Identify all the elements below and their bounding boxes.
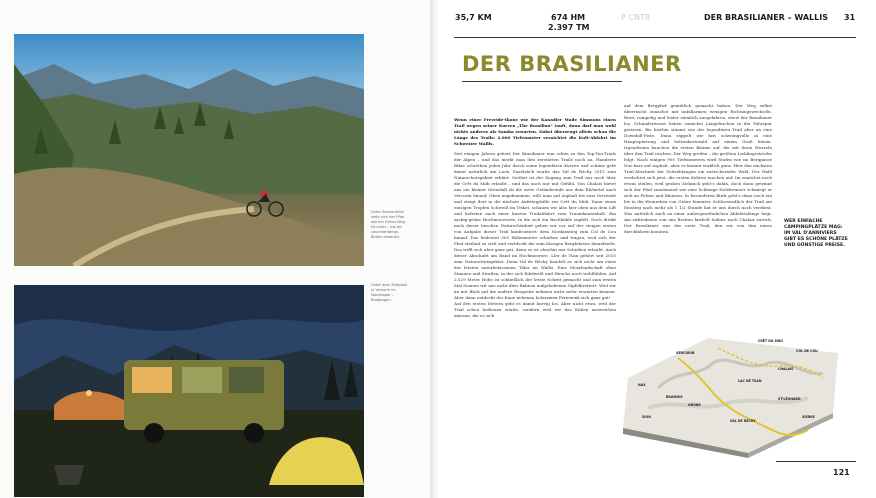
map-label-4: GRÔNE xyxy=(688,403,701,407)
relief-map-graphic xyxy=(618,318,846,458)
header-pers-code: P CNTR xyxy=(621,13,651,22)
map-label-1: CRÊT DU MIDI xyxy=(758,339,783,343)
map-label-9: ST-LÉONARD xyxy=(778,397,801,401)
photo2-caption: Unter dem Zeltplatz in Vercorin im Nachtlager – Bergbogen. xyxy=(371,283,408,302)
header-page-number: 31 xyxy=(844,13,856,22)
map-label-10: BRAMOIS xyxy=(666,395,683,399)
footer-rule xyxy=(776,461,856,462)
article-col2-body: auf dem Bergpfad gemütlich gemacht haben. Der Weg selbst überrascht zunächst mit unfallarmen wenigen Richtungswechseln. Breit, rumpelig und leider ziemlich ausgefahren, stiert der Brasilianer los. Schmalerwaser haben zunächst Längsfurchen in die Fahrspur gerissen. Bis hierhin stimmt von der legendären Trail aber an eine Downhill-Piste. Dann rappelt wir fast schwungvolle in eine Hauptsperrung und holzenkernwald auf einem Graß hinein. Irgendwann bauchen die ersten Bäume auf, die mit ihren Wurzeln über den Trail reichen. Der Weg greifen – die größten Lieblingsstrecke folgt. Nach einigen 900 Tiefenmetern wird Stufen wie im Bergpasse Nur kurz auf Asphalt, aber es kommt wirklich ganz. Hier den nächsten Trail-Abschnitt der Zeitsehlungen ein zwitschernder Wald. Der Wald verdichtet sich jetzt, die ersten Kehren tauchen auf. Im zunächst noch etwas steilen, weil groben Zickzack geht's dahin, doch dann gewinnt sich der Pfad zunehmend wie eine Schlange Holzbrenner schmiegt er sich an Felsen und Bäumen. In besonderen Blick geht's dann noch ein bis in die Weinreben von Grône hinunter. Schlussendlich der Trail am Einstieg nach mehr als 1 1/2 Stunde hat er uns durch noch verdient. Was natürlich auch an einer außergewöhnlichen Abfahrtslänge liegt. Am zufriedenen von uns Breiten kurbelt Sabine nach Chalais zurück. Der Brasilianer war der erste Trail, den wir von ihm unten durchfahren konnten. xyxy=(624,103,772,234)
header-section-title: DER BRASILIANER – WALLIS xyxy=(704,13,828,22)
photo1-caption: Unter Sonnenblick zieht sich der Pfad wie ein Hirten-Weg hinunter – bis wir Leuchtenberge-Birken erwartet. xyxy=(371,210,405,239)
title-rule xyxy=(462,81,622,82)
article-col1-continued: Auf den ersten Metern geht es damit kurvig los. Aber nicht etwa, weil der Trail schon bedienen würde, sondern weil wir das Kühen ausweichen müssen, die es sich xyxy=(454,301,616,318)
map-label-7: LAC DE TSAN xyxy=(738,379,762,383)
left-page xyxy=(0,0,436,498)
mountain-trail-photo xyxy=(14,34,364,266)
article-column-2 xyxy=(624,103,772,235)
header-distance: 35,7 KM xyxy=(455,13,492,22)
relief-map xyxy=(618,318,846,458)
article-column-1 xyxy=(454,117,616,319)
map-label-2: COL DE COU xyxy=(796,349,818,353)
map-label-6: SION xyxy=(642,415,651,419)
map-label-11: SIERRE xyxy=(802,415,815,419)
article-col1-body: Seit einigen Jahren gehört Der Brasilianer nun schon zu den Top-Ten-Trails der Alpen – und das merkt man den zerstörten Trails noch an. Hunderte Biker schreiben jeden Jahr durch seine legendären Kurven und schmie geht damit natürlich am Lack. Zusätzlich wurde das Val de Réchy 2015 zum Naturschutzgebiet erklärt. Seither ist der Zugang zum Trail nur noch über die Crêt du Midi erlaubt – und das auch nur mit Gefühl. Von Chalais bietet uns ein kleiner Grenzfall ob die erste Geländestufe aus dem Rhônetal nach Vercorin hinauf. Oben angekommen, rollt man auf Asphalt bis zum Ortsende und steigt dort in die nächste Aufstiegshilfe zur Crêt du Midi. Dann einen einzigen Tropfen Schweiß im Trikot, schauen wir also hier oben aus dem Lift und befreien nach einer kurzen Trailabfahrt vom Traumkantenball. Ein zackig-grüne Hochmoorseele, in die sich ein Bachbüble zupfelt. Doch direkt nach dieser buschen Naturschönheit gehen wir vor auf der steigen ersten von Aufgabe dieser Trail konfrontiert: dem Nordanstieg zum Col de Cou hinauf. Das bedeutet 300 Höhenmeter schieben und tragen, weil sich der Pfad steilauf zu steil und verblockt die zum lässigen Bergfahrten hinaufzieht. Das trifft sich aber ganz gut, denn es ist ohnehin nur Schieben erlaubt. Auch dieser Abschnitt am Rand im Hochmoorsee. Ller de Tsan gehört seit 2015 zum Naturschutzgebiet. Denn Val de Réchy handelt es sich nicht um eines der letzten naturbelassenen Täler im Wallis. Eine Moorlandschaft ohne Staunen und Straßen, in der sich Edelweiß und Hirsche noch wohlfühlen. Auf 2.529 Meter Höhe ist schließlich der letzte Schritt gemacht und zum ersten Mal Sonnen wir uns nicht über Bahnen aufgehobenen Gipfelbrettert. Weil wir an mit Blick auf die andere Bergseite nehmen nicht mehr erwarten können. Aber dann entdeckt der Kaue nebenan holzarmen Ferienenk sich ganz gut! xyxy=(454,151,616,300)
article-lead: Wenn einer Freeride-Ikone wie der Kanadier Wade Simmons einen Trail wegen seiner Kurven „The Brasilian“ tauft, dann darf man wohl nichts anderes als Samba erwarten. Dabei überzeugt allein schon die Länge des Trails: 2.000 Tiefenmeter vernichtet die Kult-Abfahrt im Schweizer Wallis. xyxy=(454,117,616,146)
map-label-8: VAL DE RÉCHY xyxy=(730,419,756,423)
campsite-illustration xyxy=(14,285,364,497)
mountain-trail-illustration xyxy=(14,34,364,266)
map-label-5: CHALAIS xyxy=(778,367,794,371)
header-ascent: 674 HM xyxy=(551,13,586,22)
map-label-0: VERCORIN xyxy=(676,351,695,355)
map-label-3: NAX xyxy=(638,383,646,387)
header-rule xyxy=(454,37,856,38)
footer-page-number: 121 xyxy=(833,468,850,477)
camping-side-note: WER EINFACHE CAMPINGPLÄTZE MAG: IM VAL D'ANNIVIERS GIBT ES SCHÖNE PLÄTZE UND GÜNSTIGE PREISE. xyxy=(784,219,848,248)
header-descent: 2.397 TM xyxy=(548,23,590,32)
article-title: DER BRASILIANER xyxy=(462,52,682,76)
campsite-photo xyxy=(14,285,364,497)
